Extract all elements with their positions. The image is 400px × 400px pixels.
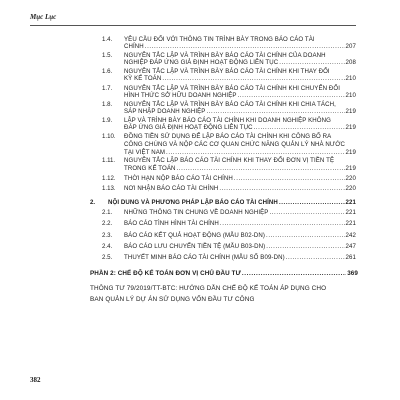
toc-page-number: 210: [345, 75, 356, 82]
toc-entry-number: 2.5.: [102, 254, 113, 261]
toc-entry-number: 1.12.: [102, 175, 116, 182]
toc-entry-text: SÁP NHẬP DOANH NGHIỆP: [124, 108, 206, 115]
toc-entry-text: NHỮNG THÔNG TIN CHUNG VỀ DOANH NGHIỆP: [124, 209, 269, 216]
toc-entry-text: NGUYÊN TẮC LẬP VÀ TRÌNH BÀY BÁO CÁO TÀI CHÍNH KHI CHUYỂN ĐỔI: [124, 85, 341, 92]
toc-page-number: 221: [345, 209, 356, 216]
toc-entry-text: ĐỒNG TIỀN SỬ DỤNG ĐỂ LẬP BÁO CÁO TÀI CHÍNH KHI CÔNG BỐ RA: [124, 133, 332, 140]
toc-entry-text: NGHIỆP ĐÁP ỨNG GIẢ ĐỊNH HOẠT ĐỘNG LIÊN TỤC: [124, 59, 279, 66]
page-number: 382: [30, 376, 41, 384]
leader-dots: [279, 199, 345, 207]
toc-page-number: 207: [345, 43, 356, 50]
toc-entry-text: NGUYÊN TẮC LẬP VÀ TRÌNH BÀY BÁO CÁO TÀI CHÍNH KHI CHIA TÁCH,: [124, 101, 336, 108]
toc-page-number: 210: [345, 92, 356, 99]
leader-dots: [266, 232, 344, 240]
toc-entry-text: NGUYÊN TẮC LẬP VÀ TRÌNH BÀY BÁO CÁO TÀI CHÍNH CỦA DOANH: [124, 52, 326, 59]
toc-entry-text: NGUYÊN TẮC LẬP BÁO CÁO TÀI CHÍNH KHI THAY ĐỔI ĐƠN VỊ TIỀN TỆ: [124, 157, 335, 164]
toc-entry-number: 1.5.: [102, 52, 113, 59]
toc-entry-text: THỜI HẠN NỘP BÁO CÁO TÀI CHÍNH: [124, 175, 233, 182]
leader-dots: [234, 175, 345, 183]
toc-page-number: 221: [345, 220, 356, 227]
toc-entry-number: 2.3.: [102, 232, 113, 239]
leader-dots: [286, 254, 345, 262]
toc-page-number: 221: [345, 199, 356, 206]
toc-page-number: 220: [345, 175, 356, 182]
toc-entry-row[interactable]: [124, 149, 356, 157]
leader-dots: [242, 270, 346, 278]
toc-entry-number: 1.6.: [102, 68, 113, 75]
toc-circular-text: THÔNG TƯ 79/2019/TT-BTC: HƯỚNG DẪN CHẾ ĐỘ KẾ TOÁN ÁP DỤNG CHO: [90, 285, 327, 292]
toc-entry-row[interactable]: [124, 185, 356, 193]
toc-entry-number: 1.10.: [102, 133, 116, 140]
leader-dots: [145, 43, 345, 51]
toc-entry-text: NGUYÊN TẮC LẬP VÀ TRÌNH BÀY BÁO CÁO TÀI CHÍNH KHI THAY ĐỔI: [124, 68, 330, 75]
toc-page-number: 219: [345, 124, 356, 131]
header-divider: [30, 25, 356, 26]
toc-entry-row[interactable]: [124, 243, 356, 251]
toc-entry-text: CHÍNH: [124, 43, 144, 50]
toc-entry-row[interactable]: [124, 124, 356, 132]
toc-entry-number: 2.2.: [102, 220, 113, 227]
toc-entry-text: BÁO CÁO LƯU CHUYỂN TIỀN TỆ (MẪU B03-DN): [124, 243, 266, 250]
toc-entry-text: BÁO CÁO KẾT QUẢ HOẠT ĐỘNG (MẪU B02-DN): [124, 232, 266, 239]
toc-entry-text: LẬP VÀ TRÌNH BÀY BÁO CÁO TÀI CHÍNH KHI DOANH NGHIỆP KHÔNG: [124, 117, 331, 124]
toc-page-number: 242: [345, 232, 356, 239]
leader-dots: [254, 124, 345, 132]
toc-entry-text: ĐÁP ỨNG GIẢ ĐỊNH HOẠT ĐỘNG LIÊN TỤC: [124, 124, 253, 131]
toc-entry-row[interactable]: [124, 254, 356, 262]
toc-page-number: 369: [347, 270, 358, 277]
leader-dots: [219, 185, 344, 193]
toc-entry-number: 1.4.: [102, 36, 113, 43]
toc-page-number: 247: [345, 243, 356, 250]
toc-entry-row[interactable]: [124, 59, 356, 67]
toc-entry-number: 1.9.: [102, 117, 113, 124]
toc-entry-row[interactable]: [124, 43, 356, 51]
toc-entry-row[interactable]: [124, 209, 356, 217]
toc-entry-text: THUYẾT MINH BÁO CÁO TÀI CHÍNH (MẪU SỐ B09-DN): [124, 254, 285, 261]
page-header-title: Mục Lục: [30, 13, 57, 21]
leader-dots: [220, 220, 345, 228]
toc-entry-text: TẠI VIỆT NAM: [124, 149, 166, 156]
toc-entry-row[interactable]: [124, 108, 356, 116]
toc-section-number: 2.: [90, 199, 96, 206]
leader-dots: [177, 165, 345, 173]
leader-dots: [266, 243, 344, 251]
toc-entry-row[interactable]: [124, 165, 356, 173]
toc-entry-row[interactable]: [124, 220, 356, 228]
toc-entry-number: 2.4.: [102, 243, 113, 250]
toc-entry-row[interactable]: [124, 175, 356, 183]
toc-page-number: 219: [345, 149, 356, 156]
leader-dots: [166, 149, 344, 157]
toc-entry-text: YÊU CẦU ĐỐI VỚI THÔNG TIN TRÌNH BÀY TRONG BÁO CÁO TÀI: [124, 36, 315, 43]
toc-entry-text: HÌNH THỨC SỞ HỮU DOANH NGHIỆP: [124, 92, 237, 99]
toc-entry-text: BÁO CÁO TÌNH HÌNH TÀI CHÍNH: [124, 220, 219, 227]
toc-entry-number: 1.8.: [102, 101, 113, 108]
leader-dots: [279, 59, 344, 67]
toc-entry-row[interactable]: [124, 92, 356, 100]
toc-circular-text: BAN QUẢN LÝ DỰ ÁN SỬ DỤNG VỐN ĐẦU TƯ CÔNG: [90, 296, 255, 303]
toc-page-number: 220: [345, 185, 356, 192]
toc-entry-number: 1.13.: [102, 185, 116, 192]
toc-entry-number: 1.7.: [102, 85, 113, 92]
toc-section-text: NỘI DUNG VÀ PHƯƠNG PHÁP LẬP BÁO CÁO TÀI CHÍNH: [108, 199, 278, 206]
toc-entry-number: 2.1.: [102, 209, 113, 216]
toc-page-number: 219: [345, 108, 356, 115]
toc-entry-text: TRONG KẾ TOÁN: [124, 165, 176, 172]
toc-entry-number: 1.11.: [102, 157, 116, 164]
toc-entry-row[interactable]: [124, 232, 356, 240]
toc-page-number: 219: [345, 165, 356, 172]
toc-entry-text: CÔNG CHÚNG VÀ NỘP CÁC CƠ QUAN CHỨC NĂNG QUẢN LÝ NHÀ NƯỚC: [124, 141, 346, 148]
toc-entry-text: NƠI NHẬN BÁO CÁO TÀI CHÍNH: [124, 185, 219, 192]
toc-entry-text: KỲ KẾ TOÁN: [124, 75, 162, 82]
leader-dots: [269, 209, 344, 217]
toc-page-number: 208: [345, 59, 356, 66]
leader-dots: [206, 108, 344, 116]
leader-dots: [162, 75, 344, 83]
toc-page-number: 261: [345, 254, 356, 261]
leader-dots: [238, 92, 345, 100]
toc-part-text: PHẦN 2: CHẾ ĐỘ KẾ TOÁN ĐƠN VỊ CHỦ ĐẦU TƯ: [90, 270, 241, 277]
toc-entry-row[interactable]: [124, 75, 356, 83]
toc-section-row[interactable]: [108, 199, 356, 207]
toc-part-row[interactable]: [90, 270, 358, 278]
